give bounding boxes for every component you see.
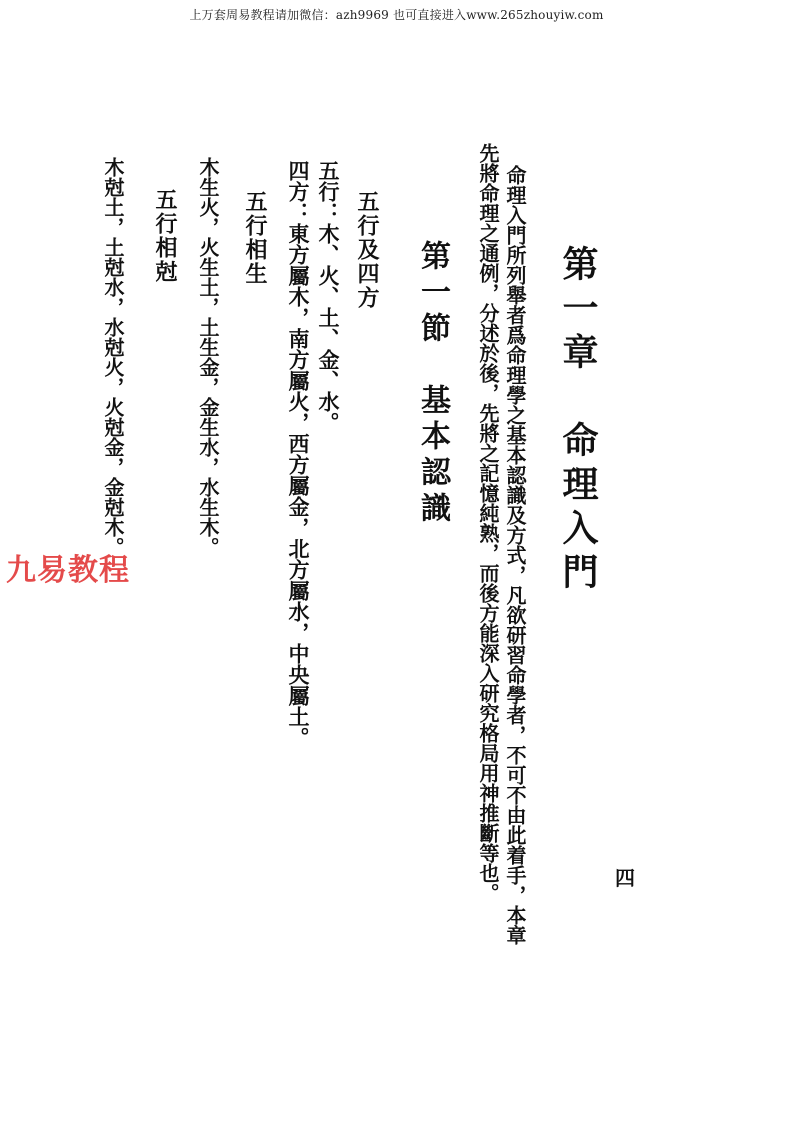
intro-line-1: 命理入門所列舉者爲命理學之基本認識及方式，凡欲研習命學者，不可不由此着手，本章 [503,165,527,945]
promo-header: 上万套周易教程请加微信：azh9969 也可直接进入www.265zhouyiw.com [189,8,604,22]
watermark-logo: 九易教程 [6,553,130,588]
chapter-title: 第一章 命理入門 [557,245,599,597]
wuxing-sifang-heading: 五行及四方 [354,190,380,310]
xiangke-heading: 五行相尅 [152,188,178,284]
xiangsheng-heading: 五行相生 [242,190,268,286]
xiangsheng-line: 木生火，火生土，土生金，金生水，水生木。 [196,157,220,557]
sifang-line: 四方：東方屬木，南方屬火，西方屬金，北方屬水，中央屬土。 [286,160,311,748]
xiangke-line: 木尅土，土尅水，水尅火，火尅金，金尅木。 [101,157,125,557]
page-number: 四 [615,866,635,890]
section-title: 第一節 基本認識 [415,240,450,528]
intro-line-2: 先將命理之通例，分述於後，先將之記憶純熟，而後方能深入研究格局用神推斷等也。 [476,143,500,903]
wuxing-line: 五行：木、火、土、金、水。 [316,160,341,433]
